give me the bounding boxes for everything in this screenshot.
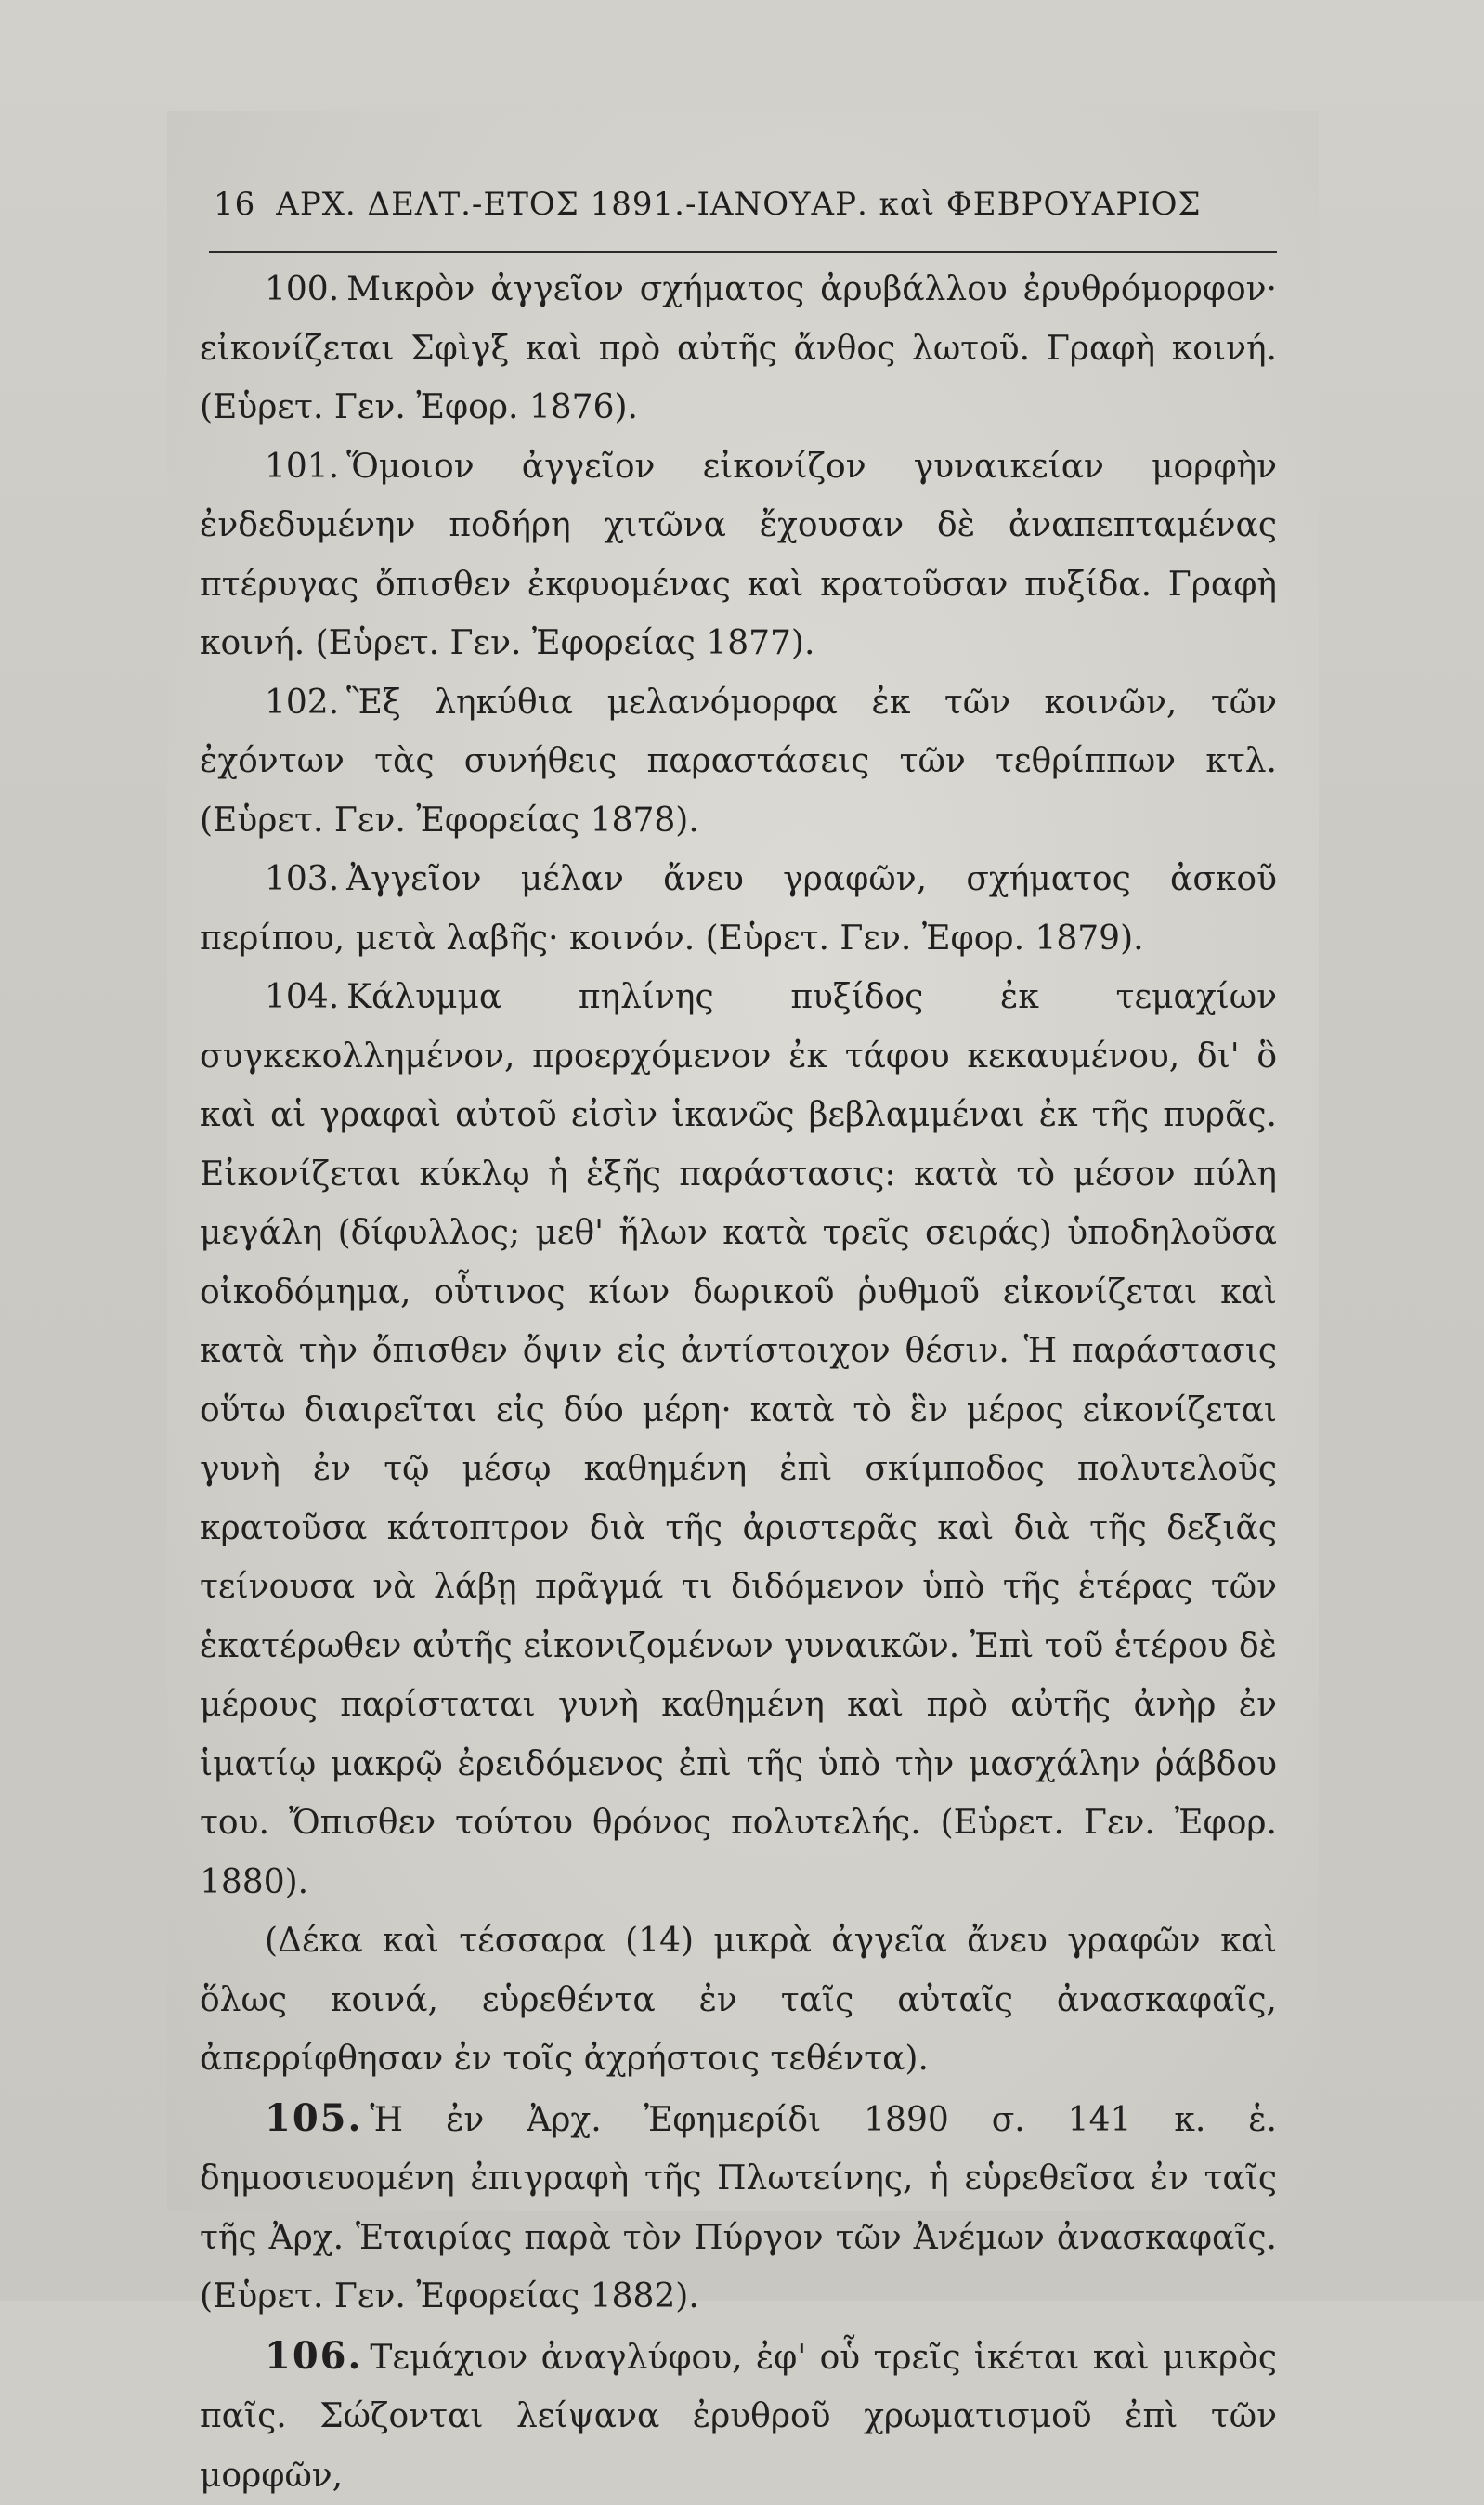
page-number: 16 (214, 186, 255, 223)
entry-text: Τεμάχιον ἀναγλύφου, ἐφ' οὗ τρεῖς ἱκέται καὶ μικρὸς παῖς. Σώζονται λείψανα ἐρυθροῦ χρωματισμοῦ ἐπὶ τῶν μορφῶν, (200, 2339, 1277, 2495)
entry-105 (200, 2089, 1277, 2327)
running-header (214, 186, 1272, 238)
body-text (200, 260, 1277, 2505)
header-rule (209, 251, 1277, 253)
entry-number: 104. (265, 978, 339, 1016)
entry-number: 103. (265, 860, 339, 898)
entry-text: Ἀγγεῖον μέλαν ἄνευ γραφῶν, σχήματος ἀσκοῦ περίπου, μετὰ λαβῆς· κοινόν. (Εὑρετ. Γεν. Ἐφορ. 1879). (200, 860, 1277, 958)
entry-text: Ὅμοιον ἀγγεῖον εἰκονίζον γυναικείαν μορφὴν ἐνδεδυμένην ποδήρη χιτῶνα ἔχουσαν δὲ ἀναπεπταμένας πτέρυγας ὄπισθεν ἐκφυομένας καὶ κρατοῦσαν πυξίδα. Γραφὴ κοινή. (Εὑρετ. Γεν. Ἐφορείας 1877). (200, 448, 1277, 663)
entry-number: 102. (265, 684, 339, 722)
entry-102 (200, 673, 1277, 851)
entry-100 (200, 260, 1277, 437)
entry-text: Μικρὸν ἀγγεῖον σχήματος ἀρυβάλλου ἐρυθρόμορφον· εἰκονίζεται Σφὶγξ καὶ πρὸ αὐτῆς ἄνθος λωτοῦ. Γραφὴ κοινή. (Εὑρετ. Γεν. Ἐφορ. 1876). (200, 270, 1277, 426)
entry-number: 105. (265, 2096, 362, 2140)
entry-104 (200, 968, 1277, 1911)
entry-text: Ἓξ ληκύθια μελανόμορφα ἐκ τῶν κοινῶν, τῶν ἐχόντων τὰς συνήθεις παραστάσεις τῶν τεθρίππων κτλ. (Εὑρετ. Γεν. Ἐφορείας 1878). (200, 684, 1277, 840)
note-text: (Δέκα καὶ τέσσαρα (14) μικρὰ ἀγγεῖα ἄνευ γραφῶν καὶ ὅλως κοινά, εὑρεθέντα ἐν ταῖς αὐταῖς ἀνασκαφαῖς, ἀπερρίφθησαν ἐν τοῖς ἀχρήστοις τεθέντα). (200, 1922, 1277, 2078)
entry-106 (200, 2327, 1277, 2505)
entry-101 (200, 437, 1277, 673)
entry-number: 101. (265, 448, 339, 486)
entry-number: 106. (265, 2334, 362, 2378)
note-discarded-vessels (200, 1911, 1277, 2089)
entry-text: Ἡ ἐν Ἀρχ. Ἐφημερίδι 1890 σ. 141 κ. ἑ. δημοσιευομένη ἐπιγραφὴ τῆς Πλωτείνης, ἡ εὑρεθεῖσα ἐν ταῖς τῆς Ἀρχ. Ἑταιρίας παρὰ τὸν Πύργον τῶν Ἀνέμων ἀνασκαφαῖς. (Εὑρετ. Γεν. Ἐφορείας 1882). (200, 2101, 1277, 2316)
entry-103 (200, 850, 1277, 968)
entry-text: Κάλυμμα πηλίνης πυξίδος ἐκ τεμαχίων συγκεκολλημένον, προερχόμενον ἐκ τάφου κεκαυμένου, δι' ὃ καὶ αἱ γραφαὶ αὐτοῦ εἰσὶν ἱκανῶς βεβλαμμέναι ἐκ τῆς πυρᾶς. Εἰκονίζεται κύκλῳ ἡ ἑξῆς παράστασις: κατὰ τὸ μέσον πύλη μεγάλη (δίφυλλος; μεθ' ἥλων κατὰ τρεῖς σειράς) ὑποδηλοῦσα οἰκοδόμημα, οὗτινος κίων δωρικοῦ ῥυθμοῦ εἰκονίζεται καὶ κατὰ τὴν ὄπισθεν ὄψιν εἰς ἀντίστοιχον θέσιν. Ἡ παράστασις οὕτω διαιρεῖται εἰς δύο μέρη· κατὰ τὸ ἓν μέρος εἰκονίζεται γυνὴ ἐν τῷ μέσῳ καθημένη ἐπὶ σκίμποδος πολυτελοῦς κρατοῦσα κάτοπτρον διὰ τῆς ἀριστερᾶς καὶ διὰ τῆς δεξιᾶς τείνουσα νὰ λάβῃ πρᾶγμά τι διδόμενον ὑπὸ τῆς ἑτέρας τῶν ἑκατέρωθεν αὐτῆς εἰκονιζομένων γυναικῶν. Ἐπὶ τοῦ ἑτέρου δὲ μέρους παρίσταται γυνὴ καθημένη καὶ πρὸ αὐτῆς ἀνὴρ ἐν ἱματίῳ μακρῷ ἐρειδόμενος ἐπὶ τῆς ὑπὸ τὴν μασχάλην ῥάβδου του. Ὄπισθεν τούτου θρόνος πολυτελής. (Εὑρετ. Γεν. Ἐφορ. 1880). (200, 978, 1277, 1901)
running-title: ΑΡΧ. ΔΕΛΤ.-ΕΤΟΣ 1891.-ΙΑΝΟΥΑΡ. καὶ ΦΕΒΡΟΥΑΡΙΟΣ (276, 186, 1201, 223)
entry-number: 100. (265, 270, 339, 308)
